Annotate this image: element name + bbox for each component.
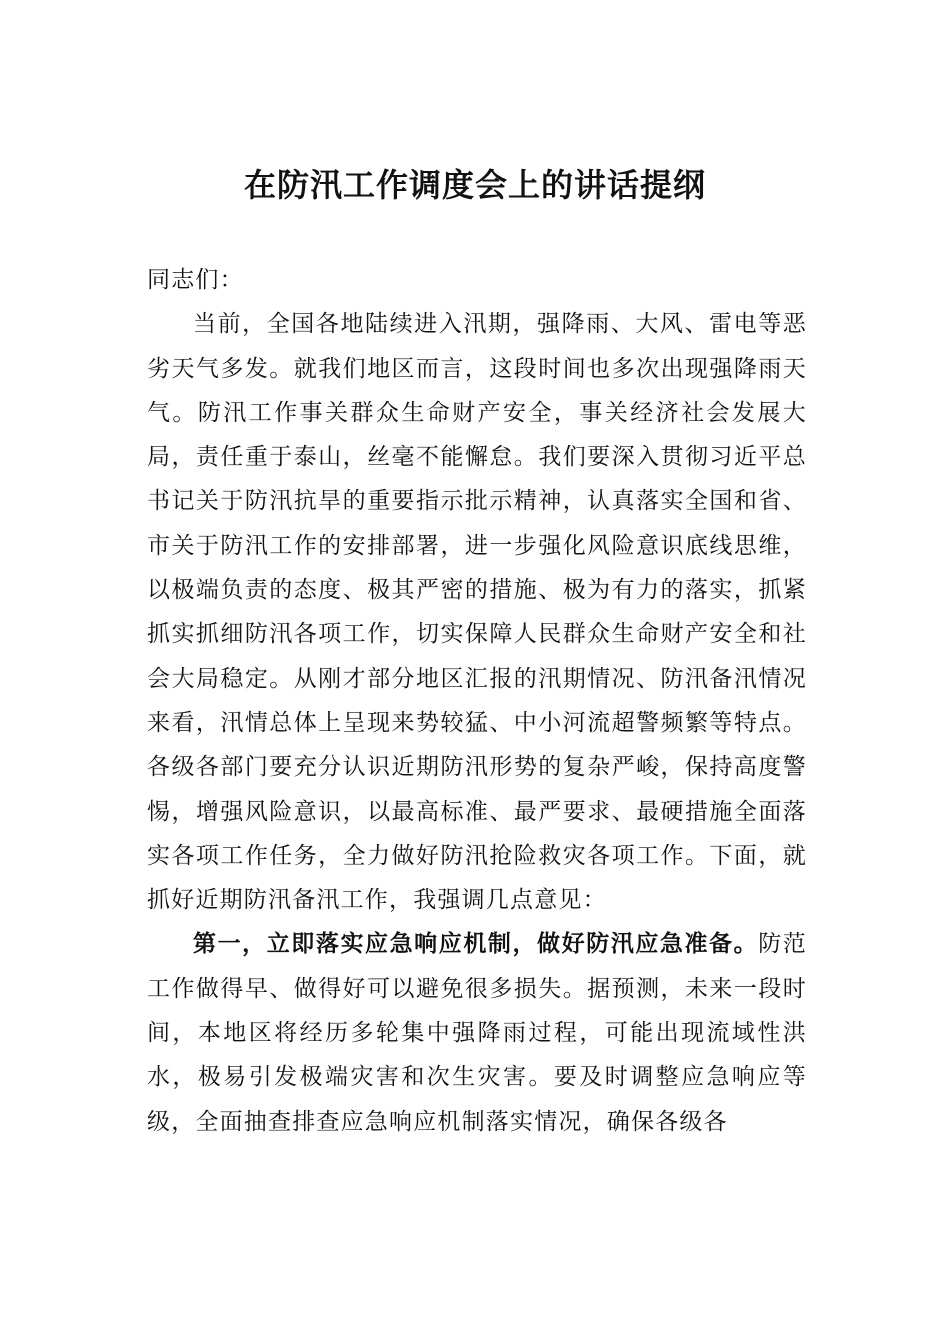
paragraph-intro: 当前，全国各地陆续进入汛期，强降雨、大风、雷电等恶劣天气多发。就我们地区而言，这段时间也多次出现强降雨天气。防汛工作事关群众生命财产安全，事关经济社会发展大局，责任重于泰山，丝毫不能懈怠。我们要深入贯彻习近平总书记关于防汛抗旱的重要指示批示精神，认真落实全国和省、市关于防汛工作的安排部署，进一步强化风险意识底线思维，以极端负责的态度、极其严密的措施、极为有力的落实，抓紧抓实抓细防汛各项工作，切实保障人民群众生命财产安全和社会大局稳定。从刚才部分地区汇报的汛期情况、防汛备汛情况来看，汛情总体上呈现来势较猛、中小河流超警频繁等特点。各级各部门要充分认识近期防汛形势的复杂严峻，保持高度警惕，增强风险意识，以最高标准、最严要求、最硬措施全面落实各项工作任务，全力做好防汛抢险救灾各项工作。下面，就抓好近期防汛备汛工作，我强调几点意见： [147,311,807,914]
first-point-heading: 第一，立即落实应急响应机制，做好防汛应急准备。 [193,931,759,958]
salutation: 同志们： [147,267,244,293]
first-point-text: 防范工作做得早、做得好可以避免很多损失。据预测，未来一段时间，本地区将经历多轮集中强降雨过程，可能出现流域性洪水，极易引发极端灾害和次生灾害。要及时调整应急响应等级，全面抽查排查应急响应机制落实情况，确保各级各 [147,931,807,1135]
document-body [147,258,807,1144]
paragraph-first-point [147,922,807,1143]
document-title: 在防汛工作调度会上的讲话提纲 [243,166,706,204]
